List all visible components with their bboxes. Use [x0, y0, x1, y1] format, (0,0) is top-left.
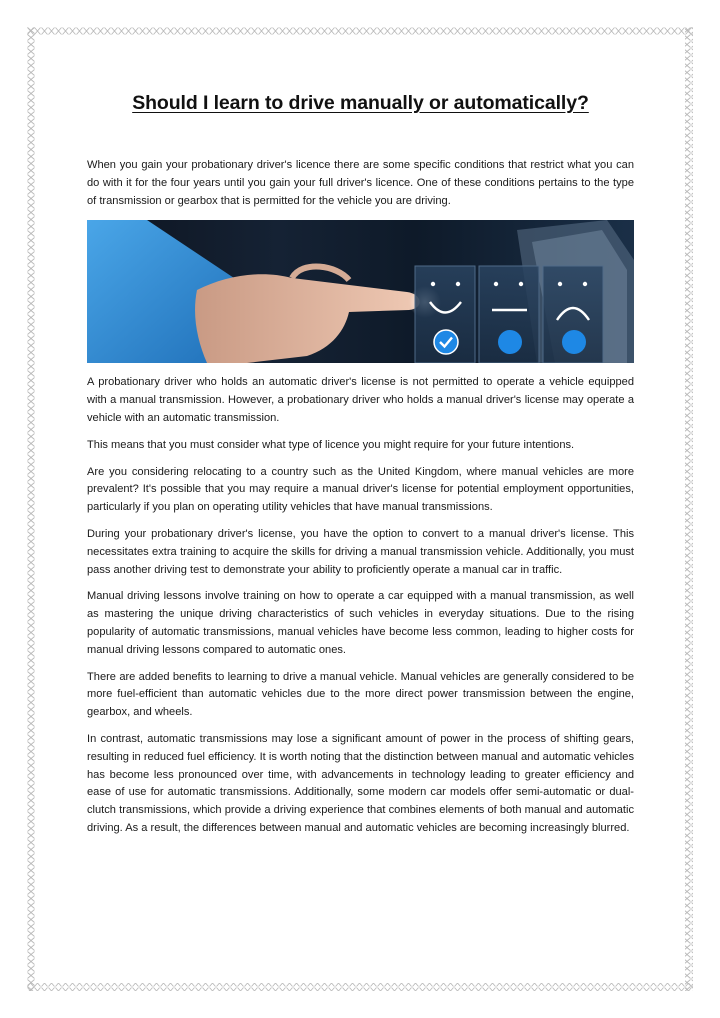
- intro-paragraph: When you gain your probationary driver's licence there are some specific conditions that restrict what you can do with it for the four years until you gain your full driver's licence. One of these conditions pertains to the type of transmission or gearbox that is permitted for the vehicle you are driving.: [87, 159, 634, 207]
- paragraph: During your probationary driver's license, you have the option to convert to a manual driver's license. This necessitates extra training to acquire the skills for driving a manual transmission vehicle. Additionally, you must pass another driving test to demonstrate your ability to proficiently operate a manual car in traffic.: [87, 527, 634, 576]
- hero-image: [87, 220, 634, 363]
- paragraph: Are you considering relocating to a country such as the United Kingdom, where manual vehicles are more prevalent? It's possible that you may require a manual driver's license for potential employment opportunities, particularly if you plan on operating utility vehicles that have manual transmissions.: [87, 465, 634, 514]
- rating-option-neutral: [498, 330, 522, 354]
- paragraph: Manual driving lessons involve training on how to operate a car equipped with a manual transmission, as well as mastering the unique driving characteristics of such vehicles in everyday situations. Due to the rising popularity of automatic transmissions, manual vehicles have become less common, leading to higher costs for manual driving lessons compared to automatic ones.: [87, 590, 634, 656]
- paragraph: This means that you must consider what type of licence you might require for your future intentions.: [87, 438, 575, 451]
- rating-option-sad: [562, 330, 586, 354]
- paragraph: In contrast, automatic transmissions may lose a significant amount of power in the process of shifting gears, resulting in reduced fuel efficiency. It is worth noting that the distinction between manual and automatic vehicles has become less pronounced over time, with advancements in technology leading to greater efficiency and ease of use for automatic transmissions. Additionally, some modern car models offer semi-automatic or dual-clutch transmissions, which provide a driving experience that combines elements of both manual and automatic driving. As a result, the differences between manual and automatic vehicles are becoming increasingly blurred.: [87, 732, 634, 834]
- checkmark-icon: [434, 330, 458, 354]
- paragraph: There are added benefits to learning to drive a manual vehicle. Manual vehicles are generally considered to be more fuel-efficient than automatic vehicles due to the more direct power transmission between the engine, gearbox, and wheels.: [87, 670, 634, 719]
- article: [87, 90, 634, 838]
- hand: [195, 275, 420, 364]
- paragraph: A probationary driver who holds an automatic driver's license is not permitted to operate a vehicle equipped with a manual transmission. However, a probationary driver who holds a manual driver's license may operate a vehicle with an automatic transmission.: [87, 376, 634, 424]
- page-title: Should I learn to drive manually or automatically?: [132, 92, 589, 114]
